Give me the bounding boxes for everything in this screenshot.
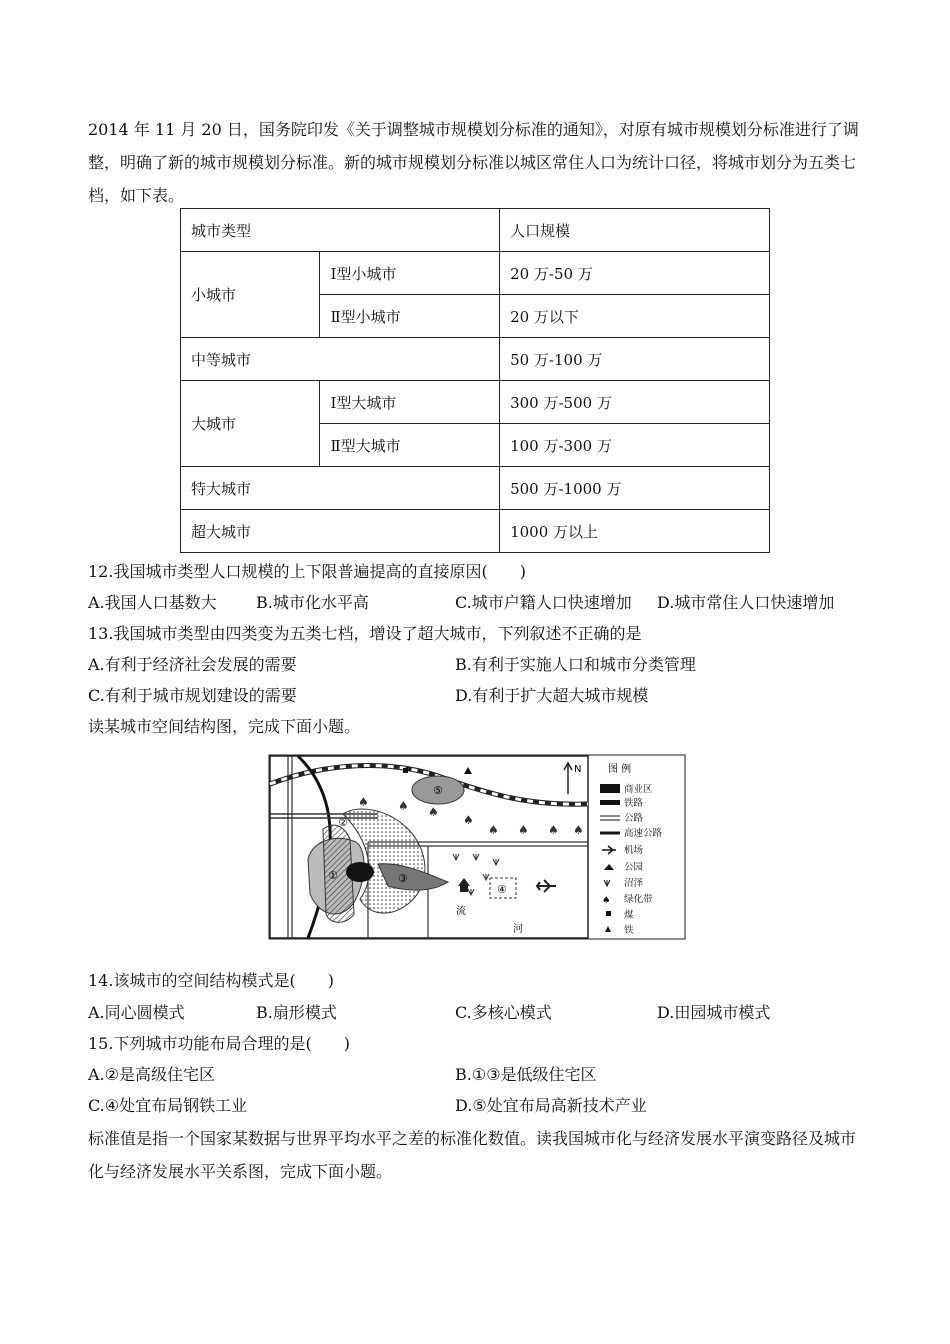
q15-option-d: D.⑤处宜布局高新技术产业	[455, 1096, 647, 1115]
q15-option-a: A.②是高级住宅区	[88, 1065, 215, 1084]
legend-cbd: 商业区	[624, 784, 653, 795]
river-label-1: 流	[456, 906, 466, 917]
zone-label-1: ①	[328, 869, 338, 882]
table-row	[181, 467, 770, 510]
legend-road: 公路	[624, 813, 644, 824]
legend-expressway: 高速公路	[624, 828, 663, 839]
q12-option-a: A.我国人口基数大	[88, 593, 217, 612]
cbd-area	[346, 862, 374, 882]
large-city-type2: Ⅱ型大城市	[320, 424, 500, 467]
mega-city-label: 特大城市	[181, 467, 500, 510]
q14-option-c: C.多核心模式	[455, 1003, 552, 1022]
svg-text:♠: ♠	[602, 895, 611, 906]
q12-stem: 12.我国城市类型人口规模的上下限普遍提高的直接原因( )	[88, 562, 526, 581]
legend-marsh: 沼泽	[624, 878, 644, 889]
coal-marker	[403, 768, 408, 773]
large-city-type1-pop: 300 万-500 万	[500, 381, 770, 424]
q14-option-b: B.扇形模式	[256, 1003, 337, 1022]
north-label: N	[574, 764, 582, 775]
header-city-type: 城市类型	[181, 209, 500, 252]
q13-option-d: D.有利于扩大超大城市规模	[455, 686, 649, 705]
small-city-type2: Ⅱ型小城市	[320, 295, 500, 338]
zone-label-5: ⑤	[433, 784, 443, 797]
q12-option-b: B.城市化水平高	[256, 593, 369, 612]
map-intro: 读某城市空间结构图，完成下面小题。	[88, 717, 361, 736]
svg-text:♠: ♠	[463, 813, 474, 827]
super-city-pop: 1000 万以上	[500, 510, 770, 553]
table-row	[181, 381, 770, 424]
legend-iron: 铁	[624, 925, 634, 936]
large-city-type2-pop: 100 万-300 万	[500, 424, 770, 467]
q12-option-d: D.城市常住人口快速增加	[657, 593, 835, 612]
small-city-type2-pop: 20 万以下	[500, 295, 770, 338]
svg-text:♠: ♠	[358, 795, 369, 809]
city-structure-map	[268, 754, 686, 940]
table-row	[181, 510, 770, 553]
svg-text:♠: ♠	[428, 805, 439, 819]
mega-city-pop: 500 万-1000 万	[500, 467, 770, 510]
q12-option-c: C.城市户籍人口快速增加	[455, 593, 632, 612]
large-city-label: 大城市	[181, 381, 320, 467]
zone-label-4: ④	[497, 883, 507, 896]
closing-paragraph: 标准值是指一个国家某数据与世界平均水平之差的标准化数值。读我国城市化与经济发展水平演变路径及城市化与经济发展水平关系图，完成下面小题。	[88, 1129, 857, 1181]
city-size-table	[180, 208, 770, 553]
legend-railway: 铁路	[624, 798, 644, 809]
city-structure-map-svg	[268, 754, 686, 940]
svg-text:♠: ♠	[548, 823, 559, 837]
small-city-type1-pop: 20 万-50 万	[500, 252, 770, 295]
header-population: 人口规模	[500, 209, 770, 252]
q15-option-b: B.①③是低级住宅区	[455, 1065, 597, 1084]
large-city-type1: Ⅰ型大城市	[320, 381, 500, 424]
svg-text:♠: ♠	[518, 823, 529, 837]
q15-stem: 15.下列城市功能布局合理的是( )	[88, 1034, 350, 1053]
medium-city-pop: 50 万-100 万	[500, 338, 770, 381]
legend-airport: 机场	[624, 845, 644, 856]
q13-option-b: B.有利于实施人口和城市分类管理	[455, 655, 696, 674]
zone-label-3: ③	[398, 872, 408, 885]
legend-park: 公园	[624, 862, 644, 873]
small-city-label: 小城市	[181, 252, 320, 338]
intro-paragraph: 2014 年 11 月 20 日，国务院印发《关于调整城市规模划分标准的通知》，对原有城市规模划分标准进行了调整，明确了新的城市规模划分标准。新的城市规模划分标准以城区常住人口为统计口径，将城市划分为五类七档，如下表。	[88, 120, 859, 205]
q14-option-a: A.同心圆模式	[88, 1003, 185, 1022]
q13-stem: 13.我国城市类型由四类变为五类七档，增设了超大城市，下列叙述不正确的是	[88, 624, 642, 643]
svg-text:♠: ♠	[398, 799, 409, 813]
q13-option-a: A.有利于经济社会发展的需要	[88, 655, 297, 674]
table-row	[181, 209, 770, 252]
svg-text:♠: ♠	[488, 823, 499, 837]
legend-greenbelt: 绿化带	[624, 894, 653, 905]
legend-coal: 煤	[624, 910, 634, 921]
river-label-2: 河	[513, 924, 523, 935]
q14-option-d: D.田园城市模式	[657, 1003, 771, 1022]
q14-stem: 14.该城市的空间结构模式是( )	[88, 971, 334, 990]
super-city-label: 超大城市	[181, 510, 500, 553]
zone-label-2: ②	[338, 816, 348, 829]
medium-city-label: 中等城市	[181, 338, 500, 381]
svg-text:♠: ♠	[573, 823, 584, 837]
legend-title: 图 例	[608, 764, 632, 775]
small-city-type1: Ⅰ型小城市	[320, 252, 500, 295]
q13-option-c: C.有利于城市规划建设的需要	[88, 686, 297, 705]
table-row	[181, 252, 770, 295]
table-row	[181, 338, 770, 381]
q15-option-c: C.④处宜布局钢铁工业	[88, 1096, 248, 1115]
